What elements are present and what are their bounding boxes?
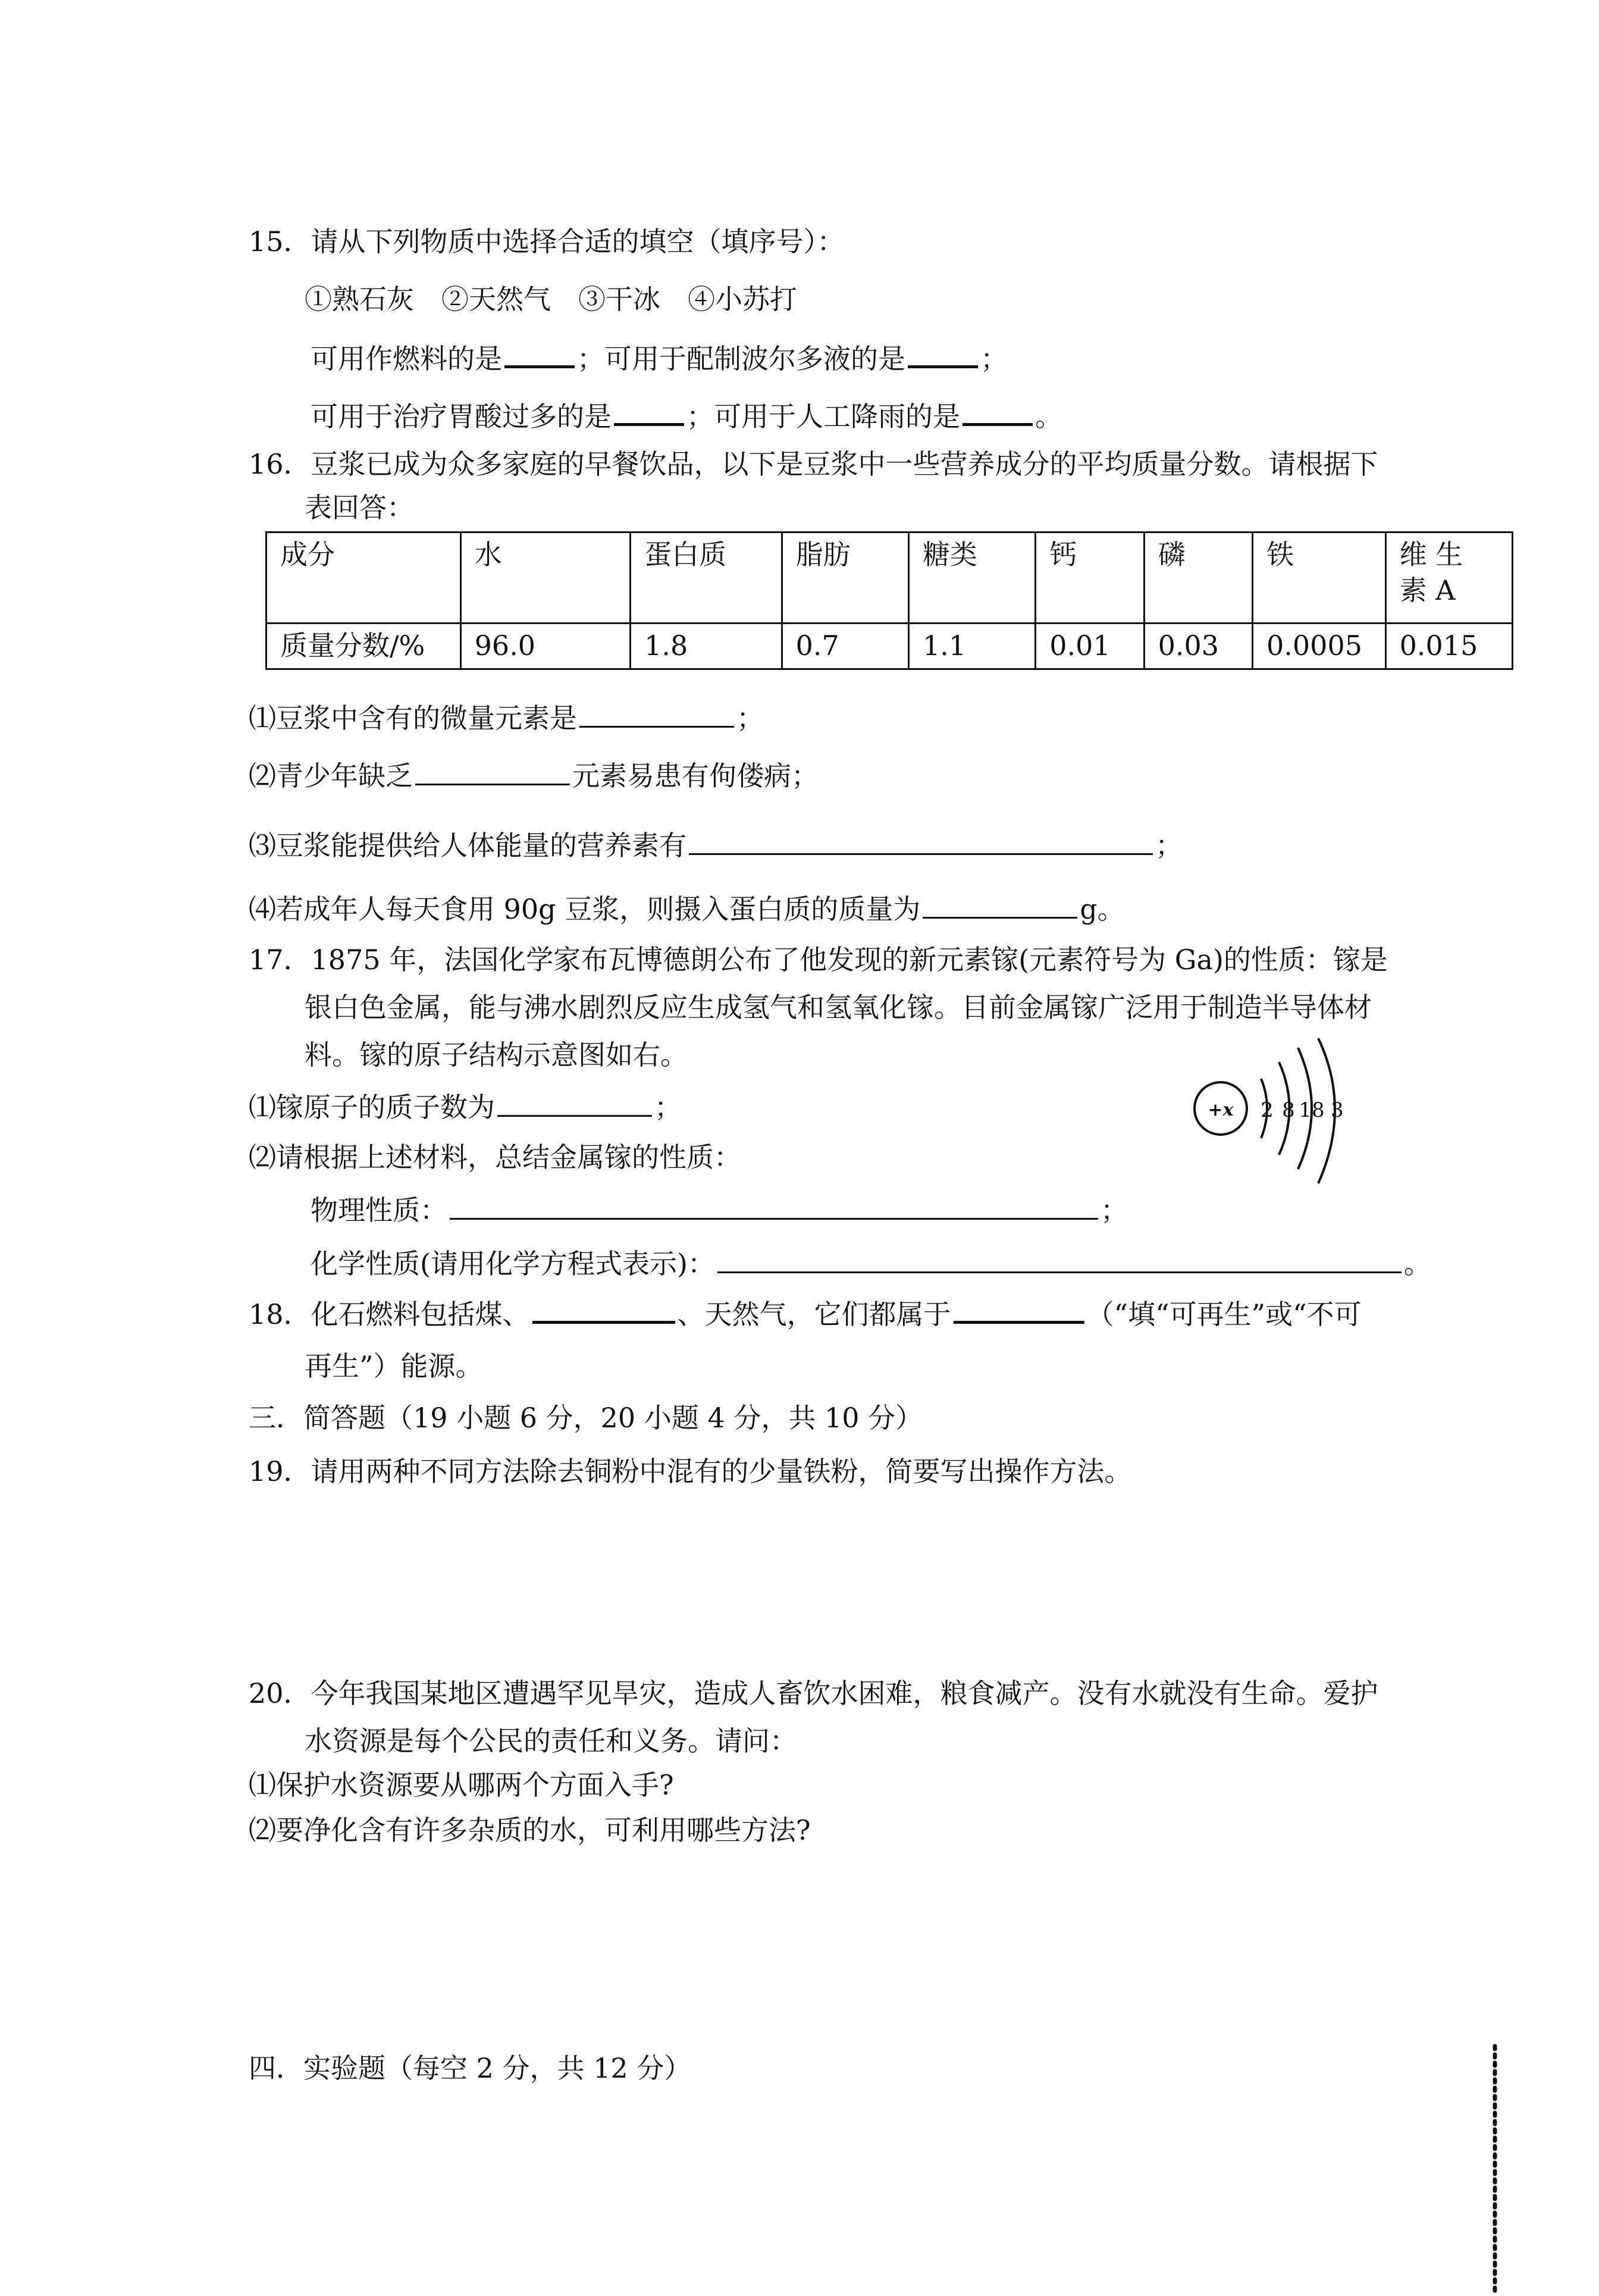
shell-electron-count: 3 [1331, 1098, 1344, 1122]
q16-part3-end: ； [1155, 829, 1183, 862]
q17-part1-text: ⑴镓原子的质子数为 [249, 1091, 495, 1123]
q17-physical-property [311, 1192, 1128, 1228]
q18-blank-renewable[interactable] [954, 1295, 1084, 1324]
q15-line2-text-b: ；可用于人工降雨的是 [686, 400, 960, 433]
q19-stem: 19．请用两种不同方法除去铜粉中混有的少量铁粉，简要写出操作方法。 [249, 1455, 1132, 1487]
q17-physical-end: ； [1101, 1194, 1128, 1226]
q16-part1 [249, 700, 764, 736]
q15-line2 [311, 397, 1062, 434]
q18-text-a: 18．化石燃料包括煤、 [249, 1298, 530, 1330]
q18-line2: 再生”）能源。 [305, 1350, 483, 1382]
table-cell: 1.1 [908, 624, 1035, 669]
q16-part1-end: ； [736, 702, 764, 734]
table-header-row [266, 533, 1513, 624]
table-cell: 0.0005 [1253, 624, 1386, 669]
q16-stem-2: 表回答： [305, 491, 414, 524]
table-cell: 水 [460, 533, 630, 624]
q16-part4 [249, 891, 1125, 927]
gallium-atom-diagram [1190, 1038, 1368, 1205]
q17-stem-2: 银白色金属，能与沸水剧烈反应生成氢气和氢氧化镓。目前金属镓广泛用于制造半导体材 [305, 991, 1372, 1023]
table-cell: 蛋白质 [631, 533, 782, 624]
q15-line1-text-c: ； [980, 343, 1008, 375]
table-cell: 磷 [1144, 533, 1252, 624]
q16-part3 [249, 827, 1183, 863]
q17-stem-1: 17．1875 年，法国化学家布瓦博德朗公布了他发现的新元素镓(元素符号为 Ga)的性质：镓是 [249, 944, 1388, 976]
table-cell: 质量分数/% [266, 624, 461, 669]
shell-electron-count: 18 [1299, 1098, 1325, 1122]
section-4-title: 四．实验题（每空 2 分，共 12 分） [249, 2052, 692, 2084]
q20-stem-1: 20．今年我国某地区遭遇罕见旱灾，造成人畜饮水困难，粮食减产。没有水就没有生命。爱护 [249, 1677, 1378, 1709]
q16-blank-rickets-element[interactable] [415, 757, 570, 785]
q15-options: ①熟石灰 ②天然气 ③干冰 ④小苏打 [305, 283, 797, 315]
q17-part1 [249, 1089, 682, 1125]
q20-stem-2: 水资源是每个公民的责任和义务。请问： [305, 1725, 797, 1757]
q16-part1-text: ⑴豆浆中含有的微量元素是 [249, 702, 577, 734]
q16-part2-text-a: ⑵青少年缺乏 [249, 760, 413, 792]
q17-blank-physical[interactable] [450, 1192, 1098, 1220]
q16-blank-energy-nutrients[interactable] [689, 827, 1153, 855]
nucleus-charge: +x [1208, 1100, 1234, 1120]
q15-blank-bordeaux[interactable] [908, 339, 978, 368]
table-cell: 钙 [1036, 533, 1144, 624]
table-cell: 0.7 [782, 624, 908, 669]
table-cell: 1.8 [631, 624, 782, 669]
q17-blank-proton-number[interactable] [497, 1089, 652, 1117]
q15-line2-text-a: 可用于治疗胃酸过多的是 [311, 400, 612, 433]
q16-part2 [249, 757, 819, 794]
q15-line2-text-c: 。 [1035, 400, 1062, 433]
q16-part4-text: ⑷若成年人每天食用 90g 豆浆，则摄入蛋白质的质量为 [249, 893, 921, 925]
q15-blank-fuel[interactable] [504, 339, 575, 368]
q17-blank-chemical[interactable] [717, 1245, 1402, 1273]
table-cell: 0.03 [1144, 624, 1252, 669]
q18-text-c: （“填“可再生”或“不可 [1086, 1298, 1362, 1330]
q16-stem-1: 16．豆浆已成为众多家庭的早餐饮品，以下是豆浆中一些营养成分的平均质量分数。请根据下 [249, 448, 1378, 480]
q15-line1-text-b: ；可用于配制波尔多液的是 [577, 343, 905, 375]
nutrition-table [265, 531, 1513, 670]
table-value-row [266, 624, 1513, 669]
q17-stem-3: 料。镓的原子结构示意图如右。 [305, 1039, 688, 1071]
q17-chemical-property [311, 1245, 1431, 1282]
binding-dotted-line [1491, 2044, 1499, 2296]
q18-blank-fossil-fuel[interactable] [532, 1295, 675, 1324]
q16-part3-text: ⑶豆浆能提供给人体能量的营养素有 [249, 829, 686, 862]
table-cell: 0.015 [1385, 624, 1512, 669]
table-cell: 糖类 [908, 533, 1035, 624]
table-cell: 96.0 [460, 624, 630, 669]
q16-part2-text-b: 元素易患有佝偻病； [572, 760, 819, 792]
q17-chemical-label: 化学性质(请用化学方程式表示)： [311, 1248, 715, 1280]
q18-line1 [249, 1295, 1362, 1332]
q15-blank-antacid[interactable] [614, 397, 684, 426]
shell-electron-count: 2 [1261, 1098, 1274, 1122]
table-cell: 铁 [1253, 533, 1386, 624]
table-cell: 成分 [266, 533, 461, 624]
q20-part2: ⑵要净化含有许多杂质的水，可利用哪些方法? [249, 1814, 811, 1846]
q17-part2: ⑵请根据上述材料，总结金属镓的性质： [249, 1141, 741, 1173]
q17-part1-end: ； [654, 1091, 682, 1123]
q17-chemical-end: 。 [1403, 1248, 1431, 1280]
q16-blank-trace-element[interactable] [579, 700, 734, 728]
section-3-title: 三．简答题（19 小题 6 分，20 小题 4 分，共 10 分） [249, 1402, 923, 1434]
table-cell: 脂肪 [782, 533, 908, 624]
table-cell: 维 生 素 A [1385, 533, 1512, 624]
q18-text-b: 、天然气，它们都属于 [677, 1298, 951, 1330]
q15-line1-text-a: 可用作燃料的是 [311, 343, 502, 375]
q16-blank-protein-mass[interactable] [923, 891, 1077, 919]
q20-part1: ⑴保护水资源要从哪两个方面入手? [249, 1769, 674, 1801]
q15-blank-rain[interactable] [962, 397, 1033, 426]
table-cell: 0.01 [1036, 624, 1144, 669]
q15-stem: 15．请从下列物质中选择合适的填空（填序号）： [249, 225, 845, 258]
q16-part4-end: g。 [1080, 893, 1125, 925]
q17-physical-label: 物理性质： [311, 1194, 447, 1226]
q15-line1 [311, 339, 1008, 377]
shell-electron-count: 8 [1282, 1098, 1295, 1122]
